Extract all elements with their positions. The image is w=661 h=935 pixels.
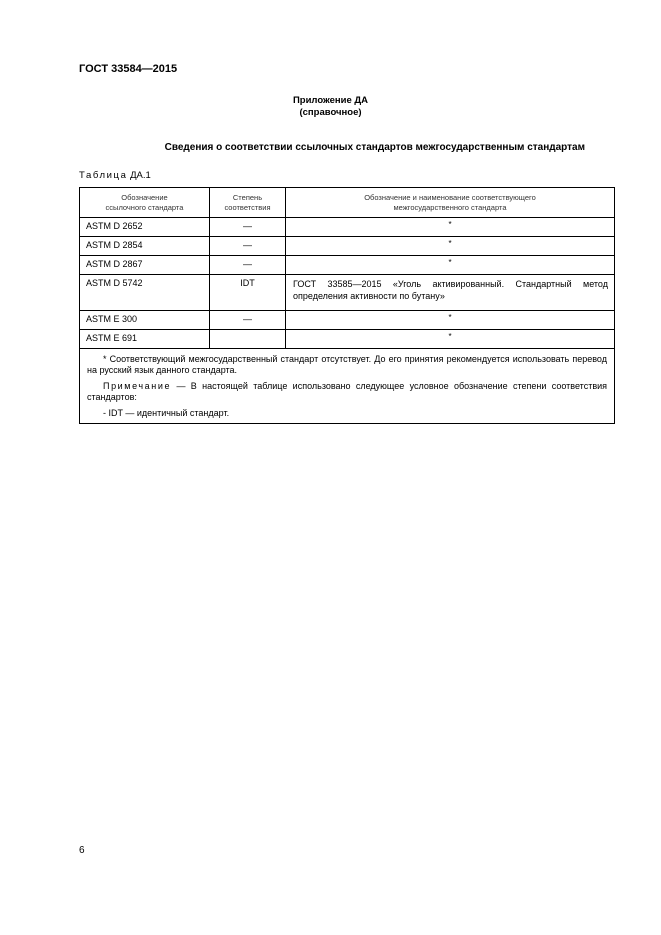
section-title: Сведения о соответствии ссылочных стандартов межгосударственным стандартам xyxy=(164,142,585,153)
cell-standard: * xyxy=(286,256,615,275)
table-row xyxy=(80,330,615,349)
document-code: ГОСТ 33584—2015 xyxy=(79,63,178,75)
standards-table xyxy=(79,187,615,424)
cell-standard: * xyxy=(286,311,615,330)
table-label-number: ДА.1 xyxy=(130,170,151,181)
header-line: межгосударственного стандарта xyxy=(393,202,507,212)
cell-reference: ASTM D 5742 xyxy=(80,275,210,311)
header-line: ссылочного стандарта xyxy=(105,202,184,212)
header-interstate-standard xyxy=(286,188,615,218)
table-label xyxy=(79,170,151,181)
table-label-word: Таблица xyxy=(79,170,128,181)
cell-degree xyxy=(210,330,286,349)
cell-degree: — xyxy=(210,218,286,237)
cell-degree: — xyxy=(210,237,286,256)
header-line: Степень xyxy=(232,192,263,202)
table-row xyxy=(80,218,615,237)
table-footnote: * Соответствующий межгосударственный стандарт отсутствует. До его принятия рекомендуется использовать перевод на русский язык данного стандарта. xyxy=(87,354,607,375)
appendix-heading xyxy=(0,95,661,119)
table-row xyxy=(80,275,615,311)
appendix-subtitle: (справочное) xyxy=(299,107,362,118)
page-number: 6 xyxy=(79,845,85,856)
cell-standard: ГОСТ 33585—2015 «Уголь активированный. Стандартный метод определения активности по бутану» xyxy=(286,275,615,311)
header-line: Обозначение xyxy=(121,192,168,202)
cell-standard: * xyxy=(286,330,615,349)
header-line: Обозначение и наименование соответствующего xyxy=(364,192,536,202)
note-text: — В настоящей таблице использовано следующее условное обозначение степени соответствия стандартов: xyxy=(87,381,607,402)
cell-standard: * xyxy=(286,237,615,256)
note-word: Примечание xyxy=(103,381,172,391)
table-notes-row xyxy=(80,349,615,424)
table-row xyxy=(80,237,615,256)
table-row xyxy=(80,256,615,275)
table-row xyxy=(80,311,615,330)
table-note xyxy=(87,381,607,403)
cell-degree: — xyxy=(210,256,286,275)
cell-reference: ASTM D 2867 xyxy=(80,256,210,275)
table-header-row xyxy=(80,188,615,218)
cell-reference: ASTM E 300 xyxy=(80,311,210,330)
cell-standard: * xyxy=(286,218,615,237)
header-line: соответствия xyxy=(224,202,271,212)
cell-reference: ASTM E 691 xyxy=(80,330,210,349)
cell-degree: — xyxy=(210,311,286,330)
note-list-item: - IDT — идентичный стандарт. xyxy=(103,408,230,418)
header-degree xyxy=(210,188,286,218)
appendix-title: Приложение ДА xyxy=(292,95,369,106)
cell-reference: ASTM D 2652 xyxy=(80,218,210,237)
table-notes xyxy=(80,349,615,424)
cell-degree: IDT xyxy=(210,275,286,311)
header-reference-standard xyxy=(80,188,210,218)
cell-reference: ASTM D 2854 xyxy=(80,237,210,256)
